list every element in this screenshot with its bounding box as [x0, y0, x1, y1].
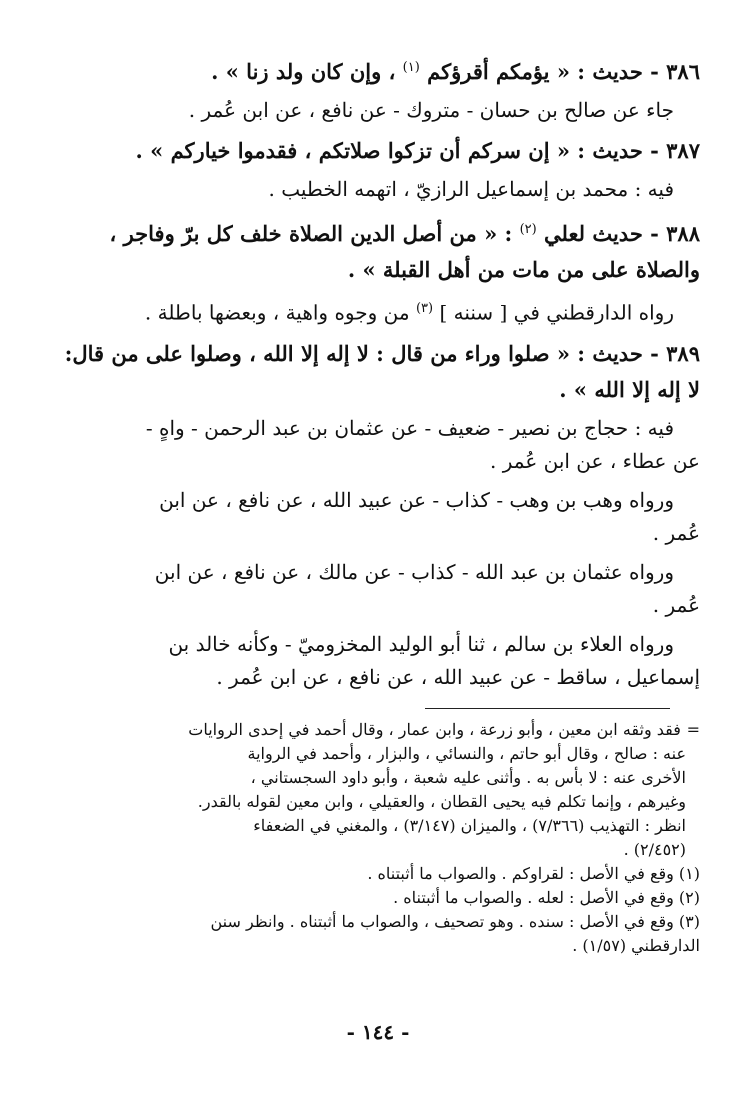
hadith-389-line-2: لا إله إلا الله » .: [559, 376, 700, 402]
hadith-389-comment-1: [60, 412, 700, 478]
hadith-388-rest: : « من أصل الدين الصلاة خلف كل برّ وفاجر ،: [109, 221, 513, 246]
footnote-1: (١) وقع في الأصل : لقراوكم . والصواب ما أثبتناه .: [367, 864, 700, 883]
footnote-line: (٢/٤٥٢) .: [623, 840, 686, 859]
footnote-ref-1: (١): [402, 60, 420, 75]
hadith-387-comment: فيه : محمد بن إسماعيل الرازيّ ، اتهمه الخطيب .: [268, 177, 674, 201]
page-number: - ١٤٤ -: [346, 1020, 410, 1044]
main-text: [60, 50, 700, 700]
continuation-mark: =: [686, 720, 700, 739]
hadith-386-comment: جاء عن صالح بن حسان - متروك - عن نافع ، عن ابن عُمر .: [188, 98, 674, 122]
footnote-continuation: [60, 718, 700, 862]
footnote-ref-3: (٣): [415, 301, 434, 316]
comment-line: ورواه العلاء بن سالم ، ثنا أبو الوليد المخزوميّ - وكأنه خالد بن: [168, 631, 674, 656]
hadith-388-heading: [60, 212, 700, 288]
footnote-line: عنه : صالح ، وقال أبو حاتم ، والنسائي ، والبزار ، وأحمد في الرواية: [247, 744, 686, 763]
hadith-388-rest-2: والصلاة على من مات من أهل القبلة » .: [347, 257, 700, 282]
footnote-line: الأخرى عنه : لا بأس به . وأثنى عليه شعبة ، وأبو داود السجستاني ،: [250, 768, 686, 787]
hadith-388-comment-a: رواه الدارقطني في [ سننه ]: [439, 300, 674, 325]
comment-line: إسماعيل ، ساقط - عن عبيد الله ، عن نافع ، عن ابن عُمر .: [216, 664, 700, 689]
hadith-389-line-1: ٣٨٩ - حديث : « صلوا وراء من قال : لا إله إلا الله ، وصلوا على من قال:: [64, 340, 700, 366]
comment-line: ورواه عثمان بن عبد الله - كذاب - عن مالك ، عن نافع ، عن ابن: [154, 559, 674, 584]
comment-line: فيه : حجاج بن نصير - ضعيف - عن عثمان بن عبد الرحمن - واهٍ -: [145, 415, 674, 440]
comment-line: عُمر .: [652, 592, 700, 617]
comment-line: عُمر .: [652, 520, 700, 545]
hadith-389-comment-4: [60, 628, 700, 694]
comment-line: عن عطاء ، عن ابن عُمر .: [490, 448, 700, 473]
hadith-387-heading: ٣٨٧ - حديث : « إن سركم أن تزكوا صلاتكم ، فقدموا خياركم » .: [135, 138, 700, 163]
footnote-line: انظر : التهذيب (٧/٣٦٦) ، والميزان (٣/١٤٧) ، والمغني في الضعفاء: [253, 816, 686, 835]
footnote-line: فقد وثقه ابن معين ، وأبو زرعة ، وابن عمار ، وقال أحمد في إحدى الروايات: [188, 720, 681, 739]
hadith-389-comment-2: [60, 484, 700, 550]
footnote-2: (٢) وقع في الأصل : لعله . والصواب ما أثبتناه .: [393, 888, 700, 907]
hadith-389-comment-3: [60, 556, 700, 622]
hadith-388-comment-b: من وجوه واهية ، وبعضها باطلة .: [144, 300, 410, 325]
hadith-388-comment: [60, 292, 700, 330]
hadith-389-heading: [60, 336, 700, 408]
hadith-388-lead: ٣٨٨ - حديث لعلي: [544, 221, 700, 246]
hadith-386-heading: [60, 50, 700, 90]
footnote-line: وغيرهم ، وإنما تكلم فيه يحيى القطان ، والعقيلي ، وابن معين لقوله بالقدر.: [197, 792, 686, 811]
comment-line: ورواه وهب بن وهب - كذاب - عن عبيد الله ، عن نافع ، عن ابن: [159, 487, 674, 512]
hadith-386-text: ٣٨٦ - حديث : « يؤمكم أقرؤكم: [427, 59, 700, 84]
footnote-3-line-2: الدارقطني (١/٥٧) .: [572, 936, 700, 955]
footnote-3: [60, 910, 700, 958]
footnotes: [60, 718, 700, 958]
footnote-divider: [425, 708, 670, 709]
footnote-ref-2: (٢): [519, 222, 537, 237]
footnote-3-line-1: (٣) وقع في الأصل : سنده . وهو تصحيف ، والصواب ما أثبتناه . وانظر سنن: [210, 912, 700, 931]
hadith-386-tail: ، وإن كان ولد زنا » .: [211, 59, 396, 84]
